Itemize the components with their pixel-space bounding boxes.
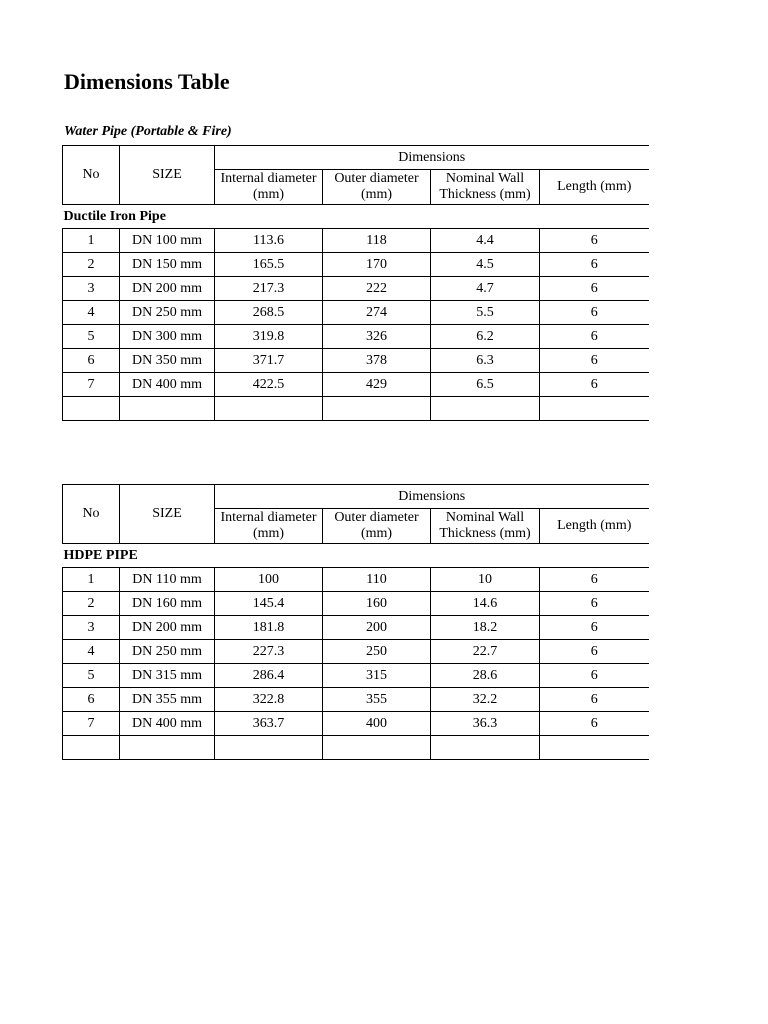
column-header-no: No bbox=[63, 146, 120, 205]
cell-size: DN 400 mm bbox=[120, 712, 215, 736]
table-row bbox=[63, 301, 649, 325]
table-row bbox=[63, 712, 649, 736]
cell-outer: 326 bbox=[323, 325, 431, 349]
empty-cell bbox=[215, 397, 323, 421]
cell-no: 3 bbox=[63, 277, 120, 301]
empty-cell bbox=[63, 397, 120, 421]
column-header-internal-diameter-line2: (mm) bbox=[252, 526, 285, 541]
dimensions-table-hdpe bbox=[62, 484, 649, 760]
cell-length: 6 bbox=[540, 301, 649, 325]
cell-size: DN 150 mm bbox=[120, 253, 215, 277]
table-row bbox=[63, 640, 649, 664]
cell-no: 1 bbox=[63, 229, 120, 253]
cell-wall: 22.7 bbox=[431, 640, 540, 664]
cell-internal: 100 bbox=[215, 568, 323, 592]
table-row bbox=[63, 592, 649, 616]
cell-outer: 355 bbox=[323, 688, 431, 712]
cell-size: DN 110 mm bbox=[120, 568, 215, 592]
table-row bbox=[63, 616, 649, 640]
cell-length: 6 bbox=[540, 664, 649, 688]
table-row bbox=[63, 568, 649, 592]
column-header-outer-diameter bbox=[323, 170, 431, 205]
column-header-wall-thickness-line2: Thickness (mm) bbox=[439, 187, 531, 202]
empty-cell bbox=[63, 736, 120, 760]
cell-length: 6 bbox=[540, 349, 649, 373]
empty-cell bbox=[540, 736, 649, 760]
cell-outer: 222 bbox=[323, 277, 431, 301]
cell-no: 6 bbox=[63, 349, 120, 373]
cell-outer: 274 bbox=[323, 301, 431, 325]
column-header-length: Length (mm) bbox=[540, 509, 649, 544]
cell-wall: 6.5 bbox=[431, 373, 540, 397]
cell-internal: 422.5 bbox=[215, 373, 323, 397]
cell-no: 4 bbox=[63, 301, 120, 325]
cell-wall: 6.3 bbox=[431, 349, 540, 373]
cell-wall: 28.6 bbox=[431, 664, 540, 688]
cell-wall: 5.5 bbox=[431, 301, 540, 325]
cell-outer: 400 bbox=[323, 712, 431, 736]
cell-no: 5 bbox=[63, 664, 120, 688]
cell-no: 1 bbox=[63, 568, 120, 592]
column-header-internal-diameter-line1: Internal diameter bbox=[220, 510, 317, 525]
column-header-dimensions: Dimensions bbox=[215, 485, 649, 509]
column-header-no: No bbox=[63, 485, 120, 544]
cell-wall: 4.4 bbox=[431, 229, 540, 253]
cell-size: DN 355 mm bbox=[120, 688, 215, 712]
column-header-outer-diameter bbox=[323, 509, 431, 544]
table-row bbox=[63, 349, 649, 373]
cell-outer: 170 bbox=[323, 253, 431, 277]
cell-size: DN 350 mm bbox=[120, 349, 215, 373]
cell-length: 6 bbox=[540, 688, 649, 712]
cell-length: 6 bbox=[540, 712, 649, 736]
cell-size: DN 200 mm bbox=[120, 277, 215, 301]
cell-length: 6 bbox=[540, 253, 649, 277]
cell-no: 4 bbox=[63, 640, 120, 664]
empty-cell bbox=[431, 736, 540, 760]
column-header-wall-thickness-line2: Thickness (mm) bbox=[439, 526, 531, 541]
cell-size: DN 100 mm bbox=[120, 229, 215, 253]
column-header-internal-diameter bbox=[215, 170, 323, 205]
cell-length: 6 bbox=[540, 592, 649, 616]
column-header-dimensions: Dimensions bbox=[215, 146, 649, 170]
empty-cell bbox=[540, 397, 649, 421]
column-header-outer-diameter-line2: (mm) bbox=[360, 187, 393, 202]
cell-wall: 18.2 bbox=[431, 616, 540, 640]
cell-outer: 250 bbox=[323, 640, 431, 664]
column-header-outer-diameter-line1: Outer diameter bbox=[334, 510, 419, 525]
cell-size: DN 200 mm bbox=[120, 616, 215, 640]
column-header-internal-diameter-line1: Internal diameter bbox=[220, 171, 317, 186]
cell-outer: 200 bbox=[323, 616, 431, 640]
cell-size: DN 300 mm bbox=[120, 325, 215, 349]
cell-outer: 110 bbox=[323, 568, 431, 592]
cell-outer: 118 bbox=[323, 229, 431, 253]
cell-wall: 36.3 bbox=[431, 712, 540, 736]
column-header-wall-thickness bbox=[431, 509, 540, 544]
empty-cell bbox=[431, 397, 540, 421]
column-header-wall-thickness-line1: Nominal Wall bbox=[445, 171, 525, 186]
cell-wall: 4.7 bbox=[431, 277, 540, 301]
dimensions-table-ductile-iron bbox=[62, 145, 649, 421]
column-header-outer-diameter-line2: (mm) bbox=[360, 526, 393, 541]
cell-wall: 10 bbox=[431, 568, 540, 592]
empty-cell bbox=[323, 397, 431, 421]
column-header-length: Length (mm) bbox=[540, 170, 649, 205]
column-header-internal-diameter bbox=[215, 509, 323, 544]
page-title: Dimensions Table bbox=[64, 69, 230, 94]
subtitle: Water Pipe (Portable & Fire) bbox=[64, 124, 232, 139]
empty-cell bbox=[323, 736, 431, 760]
cell-no: 7 bbox=[63, 712, 120, 736]
cell-size: DN 250 mm bbox=[120, 640, 215, 664]
cell-length: 6 bbox=[540, 568, 649, 592]
cell-outer: 315 bbox=[323, 664, 431, 688]
table-row bbox=[63, 229, 649, 253]
cell-length: 6 bbox=[540, 640, 649, 664]
cell-length: 6 bbox=[540, 616, 649, 640]
cell-no: 6 bbox=[63, 688, 120, 712]
section-label: Ductile Iron Pipe bbox=[63, 205, 649, 229]
cell-internal: 286.4 bbox=[215, 664, 323, 688]
cell-no: 3 bbox=[63, 616, 120, 640]
table-row bbox=[63, 325, 649, 349]
cell-wall: 6.2 bbox=[431, 325, 540, 349]
column-header-outer-diameter-line1: Outer diameter bbox=[334, 171, 419, 186]
table-row bbox=[63, 688, 649, 712]
cell-no: 5 bbox=[63, 325, 120, 349]
column-header-wall-thickness bbox=[431, 170, 540, 205]
column-header-size: SIZE bbox=[120, 146, 215, 205]
cell-length: 6 bbox=[540, 277, 649, 301]
cell-no: 2 bbox=[63, 592, 120, 616]
cell-length: 6 bbox=[540, 229, 649, 253]
cell-internal: 217.3 bbox=[215, 277, 323, 301]
cell-wall: 4.5 bbox=[431, 253, 540, 277]
cell-internal: 363.7 bbox=[215, 712, 323, 736]
cell-size: DN 400 mm bbox=[120, 373, 215, 397]
empty-cell bbox=[120, 397, 215, 421]
cell-internal: 322.8 bbox=[215, 688, 323, 712]
cell-outer: 378 bbox=[323, 349, 431, 373]
empty-cell bbox=[215, 736, 323, 760]
cell-internal: 268.5 bbox=[215, 301, 323, 325]
cell-outer: 429 bbox=[323, 373, 431, 397]
cell-wall: 14.6 bbox=[431, 592, 540, 616]
table-row bbox=[63, 664, 649, 688]
cell-internal: 227.3 bbox=[215, 640, 323, 664]
cell-internal: 319.8 bbox=[215, 325, 323, 349]
cell-internal: 371.7 bbox=[215, 349, 323, 373]
header-row bbox=[63, 146, 649, 170]
empty-row bbox=[63, 397, 649, 421]
table-row bbox=[63, 253, 649, 277]
section-row bbox=[63, 205, 649, 229]
cell-internal: 113.6 bbox=[215, 229, 323, 253]
cell-no: 2 bbox=[63, 253, 120, 277]
cell-internal: 145.4 bbox=[215, 592, 323, 616]
cell-size: DN 250 mm bbox=[120, 301, 215, 325]
column-header-size: SIZE bbox=[120, 485, 215, 544]
empty-row bbox=[63, 736, 649, 760]
cell-wall: 32.2 bbox=[431, 688, 540, 712]
cell-size: DN 160 mm bbox=[120, 592, 215, 616]
cell-no: 7 bbox=[63, 373, 120, 397]
table-row bbox=[63, 277, 649, 301]
section-row bbox=[63, 544, 649, 568]
cell-size: DN 315 mm bbox=[120, 664, 215, 688]
header-row bbox=[63, 485, 649, 509]
cell-length: 6 bbox=[540, 325, 649, 349]
section-label: HDPE PIPE bbox=[63, 544, 649, 568]
cell-internal: 181.8 bbox=[215, 616, 323, 640]
column-header-wall-thickness-line1: Nominal Wall bbox=[445, 510, 525, 525]
table-row bbox=[63, 373, 649, 397]
empty-cell bbox=[120, 736, 215, 760]
cell-outer: 160 bbox=[323, 592, 431, 616]
column-header-internal-diameter-line2: (mm) bbox=[252, 187, 285, 202]
cell-length: 6 bbox=[540, 373, 649, 397]
cell-internal: 165.5 bbox=[215, 253, 323, 277]
